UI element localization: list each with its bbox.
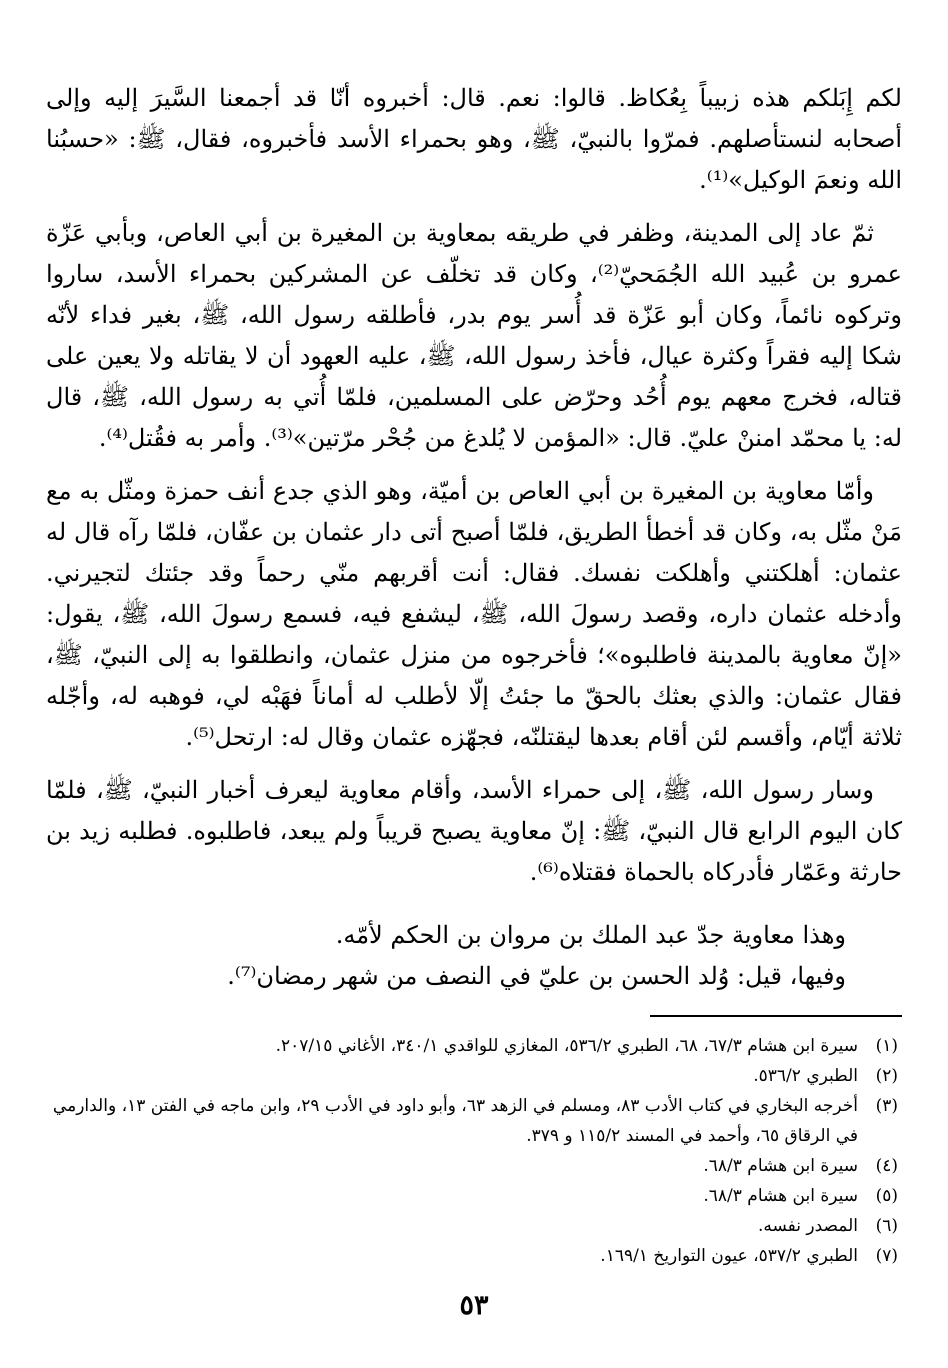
paragraph: وفيها، قيل: وُلد الحسن بن عليّ في النصف من شهر رمضان⁽⁷⁾. xyxy=(227,962,846,990)
footnote xyxy=(46,1181,898,1211)
paragraph: وهذا معاوية جدّ عبد الملك بن مروان بن الحكم لأمّه. xyxy=(335,921,846,949)
page-number: ٥٣ xyxy=(459,1290,489,1321)
footnote-number: (٦) xyxy=(875,1216,898,1236)
footnote xyxy=(46,1211,898,1241)
footnote-number: (٢) xyxy=(875,1066,898,1086)
main-text xyxy=(46,78,902,997)
footnote-text: المصدر نفسه. xyxy=(757,1216,858,1236)
footnote-number: (٥) xyxy=(875,1186,898,1206)
footnote-number: (٣) xyxy=(875,1096,898,1116)
footnotes xyxy=(46,1031,902,1271)
footnote-text: أخرجه البخاري في كتاب الأدب ٨٣، ومسلم في الزهد ٦٣، وأبو داود في الأدب ٢٩، وابن ماجه في الفتن ١٣، والدارمي في الرقاق ٦٥، وأحمد في المسند ١١٥/٢ و ٣٧٩. xyxy=(52,1096,858,1146)
paragraph: لكم إِبَلكم هذه زبيباً بِعُكاظ. قالوا: نعم. قال: أخبروه أنّا قد أجمعنا السَّيرَ إليه وإلى أصحابه لنستأصلهم. فمرّوا بالنبيّ، ﷺ، وهو بحمراء الأسد فأخبروه، فقال، ﷺ: «حسبُنا الله ونعمَ الوكيل»⁽¹⁾. xyxy=(46,84,902,194)
footnote xyxy=(46,1031,898,1061)
footnote xyxy=(46,1241,898,1271)
footnote-text: الطبري ٥٣٧/٢، عيون التواريخ ١٦٩/١. xyxy=(600,1246,858,1266)
paragraph: ثمّ عاد إلى المدينة، وظفر في طريقه بمعاوية بن المغيرة بن أبي العاص، وبأبي عَزّة عمرو بن عُبيد الله الجُمَحيّ⁽²⁾، وكان قد تخلّف عن المشركين بحمراء الأسد، ساروا وتركوه نائماً، وكان أبو عَزّة قد أُسر يوم بدر، فأطلقه رسول الله، ﷺ، بغير فداء لأنّه شكا إليه فقراً وكثرة عيال، فأخذ رسول الله، ﷺ، عليه العهود أن لا يقاتله ولا يعين على قتاله، فخرج معهم يوم أُحُد وحرّض على المسلمين، فلمّا أُتي به رسول الله، ﷺ، قال له: يا محمّد امننْ عليّ. قال: «المؤمن لا يُلدغ من جُحْر مرّتين»⁽³⁾. وأمر به فقُتل⁽⁴⁾. xyxy=(46,219,902,452)
paragraph: وسار رسول الله، ﷺ، إلى حمراء الأسد، وأقام معاوية ليعرف أخبار النبيّ، ﷺ، فلمّا كان اليوم الرابع قال النبيّ، ﷺ: إنّ معاوية يصبح قريباً ولم يبعد، فاطلبوه. فطلبه زيد بن حارثة وعَمّار فأدركاه بالحماة فقتلاه⁽⁶⁾. xyxy=(46,776,902,886)
footnote xyxy=(46,1061,898,1091)
paragraph: وأمّا معاوية بن المغيرة بن أبي العاص بن أميّة، وهو الذي جدع أنف حمزة ومثّل به مع مَنْ مثّل به، وكان قد أخطأ الطريق، فلمّا أصبح أتى دار عثمان بن عفّان، فلمّا رآه قال له عثمان: أهلكتني وأهلكت نفسك. فقال: أنت أقربهم منّي رحماً وقد جئتك لتجيرني. وأدخله عثمان داره، وقصد رسولَ الله، ﷺ، ليشفع فيه، فسمع رسولَ الله، ﷺ، يقول: «إنّ معاوية بالمدينة فاطلبوه»؛ فأخرجوه من منزل عثمان، وانطلقوا به إلى النبيّ، ﷺ، فقال عثمان: والذي بعثك بالحقّ ما جئتُ إلّا لأطلب له أماناً فهَبْه لي، فوهبه له، وأجّله ثلاثة أيّام، وأقسم لئن أقام بعدها ليقتلنّه، فجهّزه عثمان وقال له: ارتحل⁽⁵⁾. xyxy=(46,477,902,751)
footnote xyxy=(46,1091,898,1151)
footnote-number: (٤) xyxy=(875,1156,898,1176)
footnote-separator xyxy=(650,1015,902,1017)
footnote-number: (١) xyxy=(875,1036,898,1056)
footnote-text: سيرة ابن هشام ٦٨/٣. xyxy=(703,1186,858,1206)
footnote-text: سيرة ابن هشام ٦٨/٣. xyxy=(703,1156,858,1176)
footnote-number: (٧) xyxy=(875,1246,898,1266)
footnote-text: الطبري ٥٣٦/٢. xyxy=(753,1066,858,1086)
footnote-text: سيرة ابن هشام ٦٧/٣، ٦٨، الطبري ٥٣٦/٢، المغازي للواقدي ٣٤٠/١، الأغاني ٢٠٧/١٥. xyxy=(275,1036,858,1056)
footnote xyxy=(46,1151,898,1181)
